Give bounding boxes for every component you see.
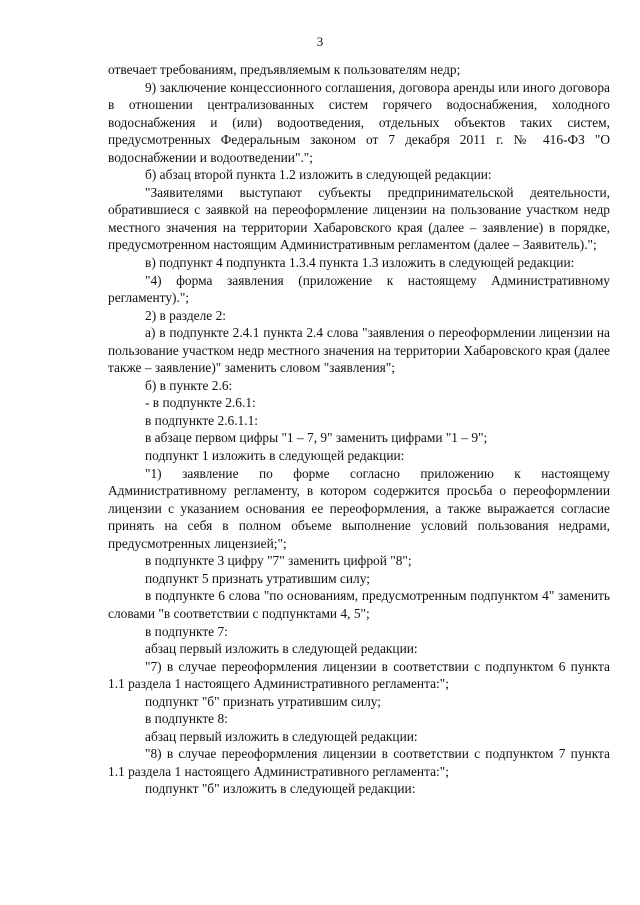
paragraph: в подпункте 8: xyxy=(145,711,228,727)
paragraph: в подпункте 2.6.1.1: xyxy=(145,412,259,428)
paragraph: б) в пункте 2.6: xyxy=(145,377,233,393)
paragraph: абзац первый изложить в следующей редакции: xyxy=(145,728,418,744)
paragraph: "7) в случае переоформления лицензии в соответствии с подпунктом 6 пункта 1.1 раздела 1 настоящего Административного регламента:"; xyxy=(108,658,610,692)
paragraph: "Заявителями выступают субъекты предпринимательской деятельности, обратившиеся с заявкой на переоформление лицензии на пользование участком недр местного значения на территории Хабаровского края (далее – заявление) в порядке, предусмотренном настоящим Административным регламентом (далее – Заявитель)."; xyxy=(108,184,610,253)
paragraph: подпункт "б" изложить в следующей редакции: xyxy=(145,781,416,797)
paragraph: подпункт "б" признать утратившим силу; xyxy=(145,693,381,709)
paragraph: в) подпункт 4 подпункта 1.3.4 пункта 1.3 изложить в следующей редакции: xyxy=(145,255,575,271)
paragraph: подпункт 1 изложить в следующей редакции: xyxy=(145,448,405,464)
paragraph: а) в подпункте 2.4.1 пункта 2.4 слова "заявления о переоформлении лицензии на пользование участком недр местного значения на территории Хабаровского края (далее также – заявление)" заменить словом "заявления"; xyxy=(108,325,610,376)
paragraph: отвечает требованиям, предъявляемым к пользователям недр; xyxy=(108,62,461,77)
paragraph: 9) заключение концессионного соглашения, договора аренды или иного договора в отношении централизованных систем горячего водоснабжения, холодного водоснабжения и (или) водоотведения, отдельных объектов таких систем, предусмотренных Федеральным законом от 7 декабря 2011 г. № 416-ФЗ "О водоснабжении и водоотведении"."; xyxy=(108,79,610,165)
paragraph: в подпункте 7: xyxy=(145,623,228,639)
paragraph: "4) форма заявления (приложение к настоящему Административному регламенту)."; xyxy=(108,272,610,306)
paragraph: абзац первый изложить в следующей редакции: xyxy=(145,641,418,657)
paragraph: в подпункте 3 цифру "7" заменить цифрой "8"; xyxy=(145,553,412,569)
paragraph: в подпункте 6 слова "по основаниям, предусмотренным подпунктом 4" заменить словами "в соответствии с подпунктами 4, 5"; xyxy=(108,588,610,621)
paragraph: "1) заявление по форме согласно приложению к настоящему Административному регламенту, в котором содержится просьба о переоформлении лицензии с указанием основания ее переоформления, а также выражается согласие принять на себя в полном объеме выполнение условий пользования недрами, предусмотренных лицензией;"; xyxy=(108,465,610,551)
paragraph: подпункт 5 признать утратившим силу; xyxy=(145,570,370,586)
paragraph: 2) в разделе 2: xyxy=(145,307,227,323)
paragraph: в абзаце первом цифры "1 – 7, 9" заменить цифрами "1 – 9"; xyxy=(145,430,488,446)
paragraph: б) абзац второй пункта 1.2 изложить в следующей редакции: xyxy=(145,167,492,183)
page-number: 3 xyxy=(316,34,324,49)
paragraph: - в подпункте 2.6.1: xyxy=(145,395,256,411)
paragraph: "8) в случае переоформления лицензии в соответствии с подпунктом 7 пункта 1.1 раздела 1 настоящего Административного регламента:"; xyxy=(108,746,610,779)
document-body xyxy=(108,61,610,798)
